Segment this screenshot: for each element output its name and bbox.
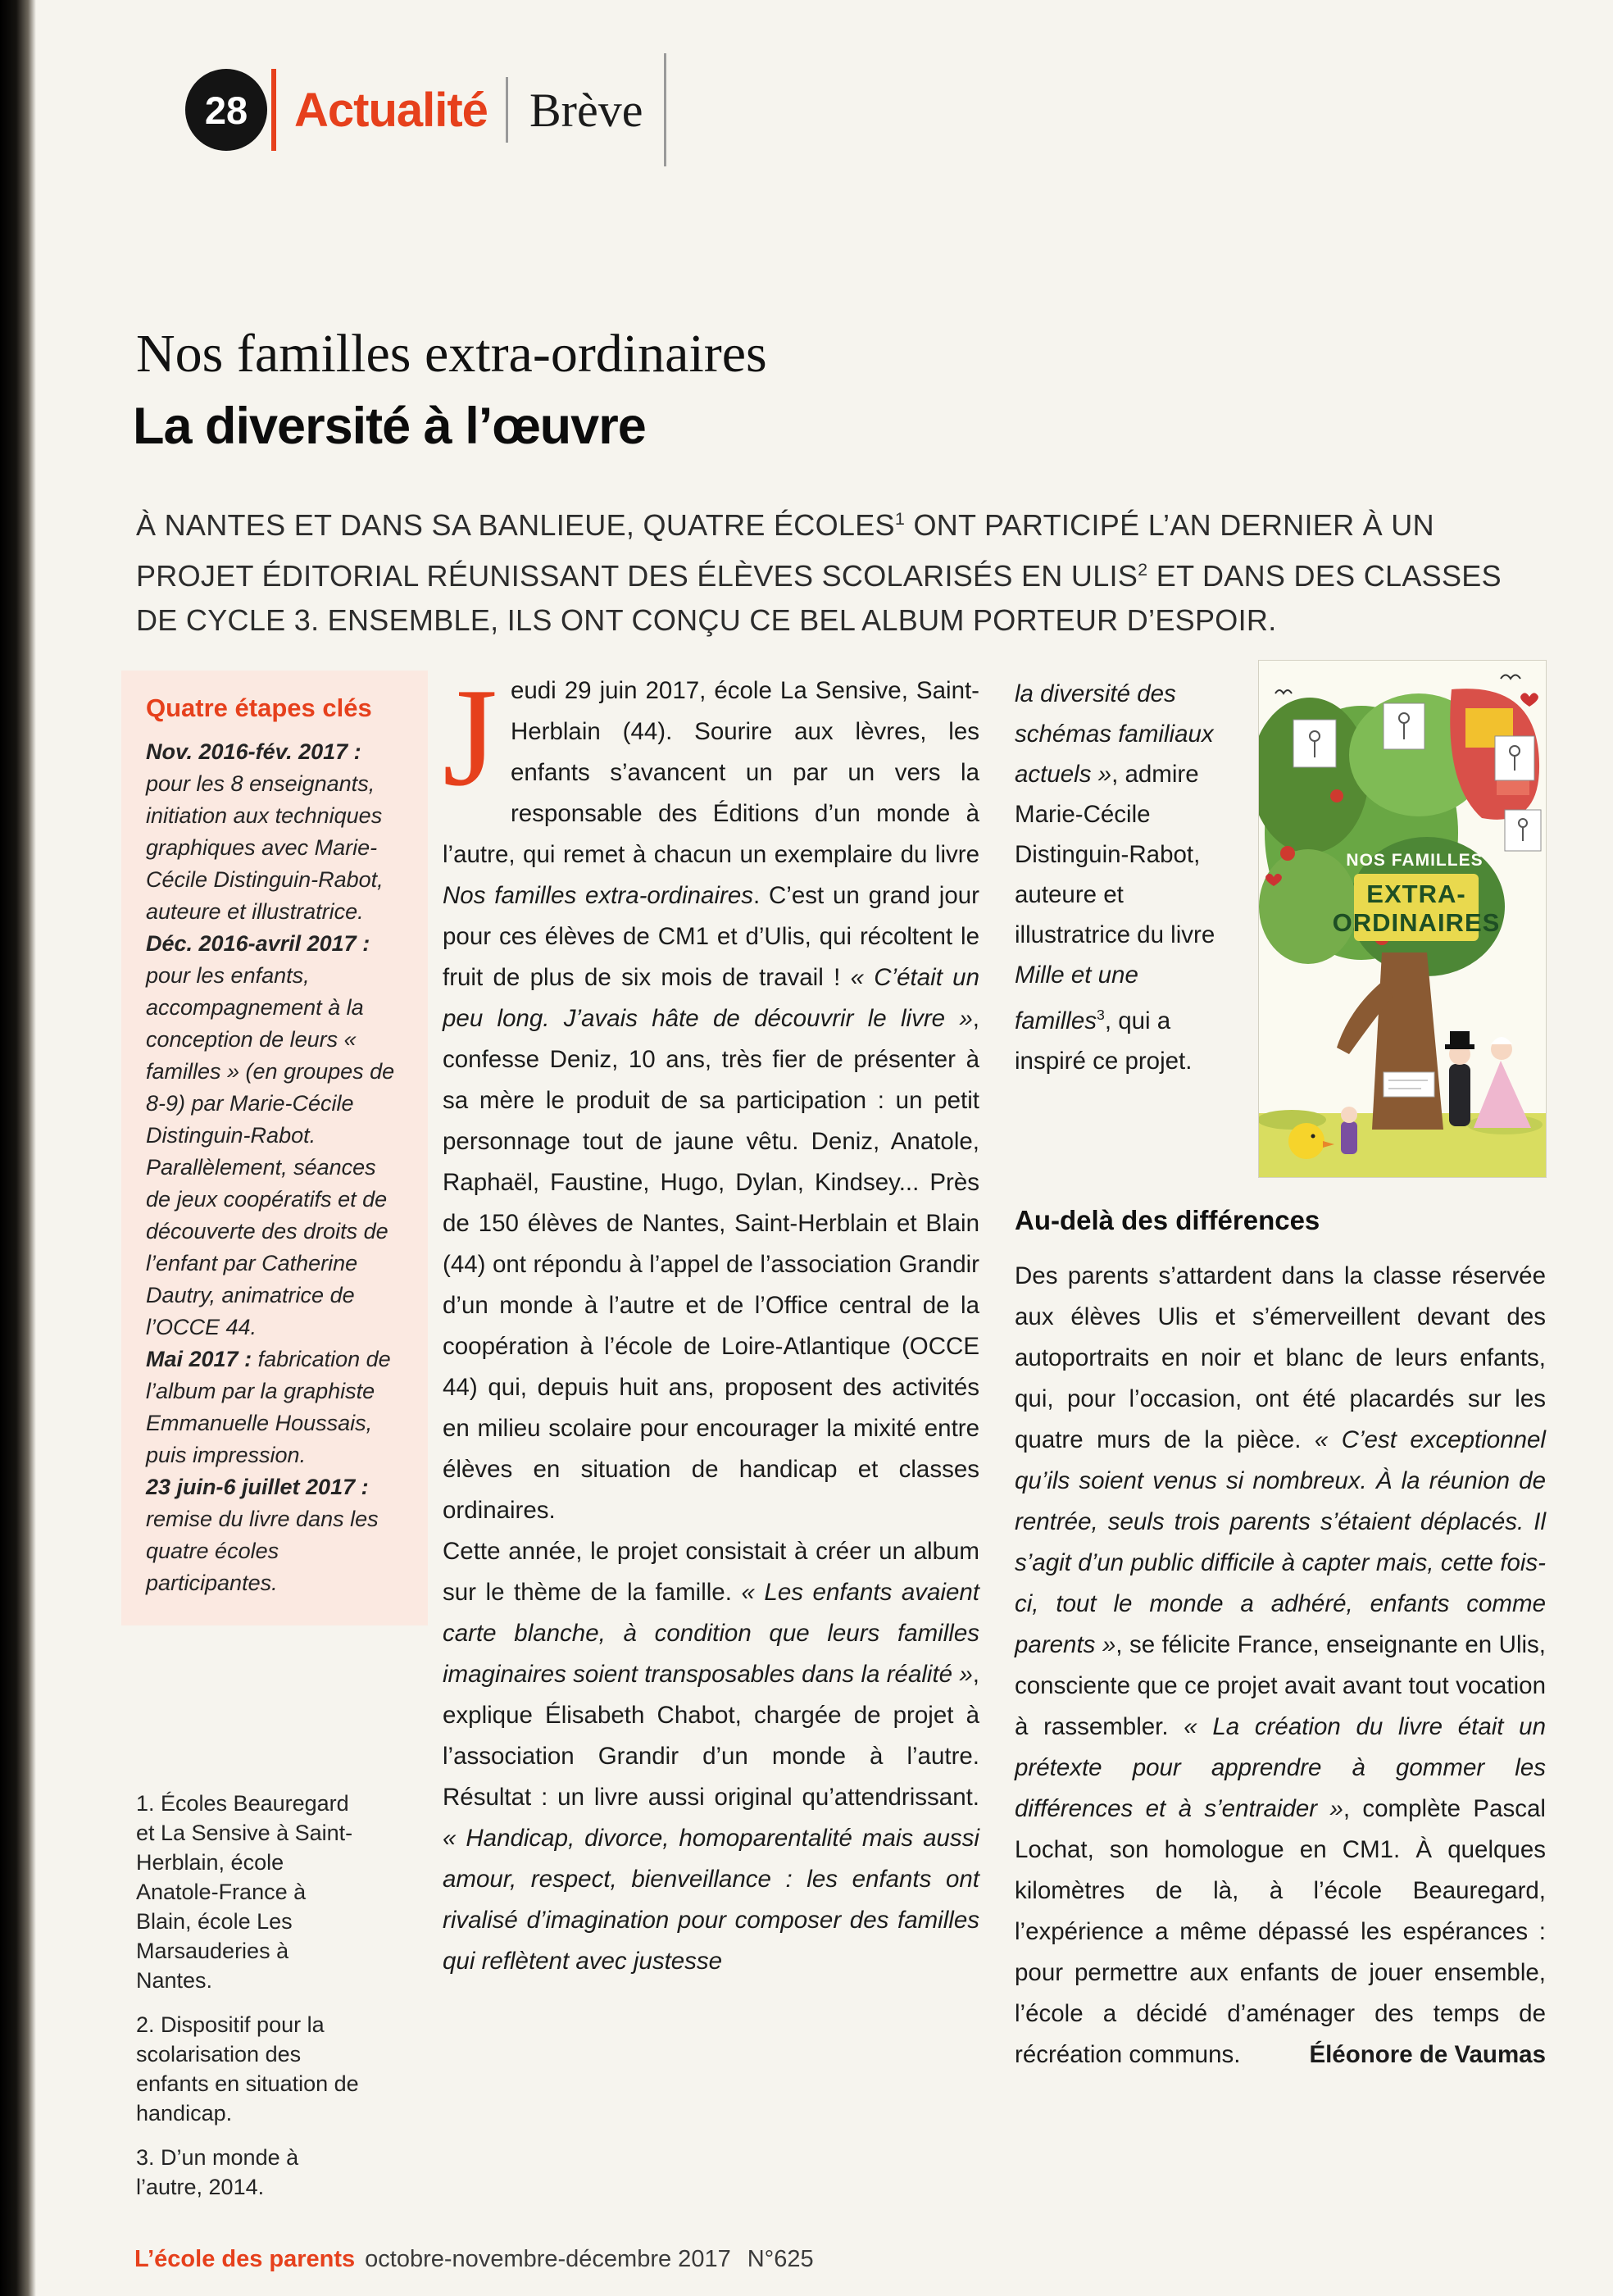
sidebar-box [121,671,428,1625]
sidebar-step-2: Déc. 2016-avril 2017 : pour les enfants, accompagnement à la conception de leurs « familles » (en groupes de 8-9) par Marie-Cécile Distinguin-Rabot. Parallèlement, séances de jeux coopératifs et de découverte des droits de l’enfant par Catherine Dautry, animatrice de l’OCCE 44. [146,931,395,1339]
article-standfirst: À NANTES ET DANS SA BANLIEUE, QUATRE ÉCOLES$^1$ ONT PARTICIPÉ L’AN DERNIER À UN PROJET ÉDITORIAL RÉUNISSANT DES ÉLÈVES SCOLARISÉS EN ULIS$^2$ ET DANS DES CLASSES DE CYCLE 3. ENSEMBLE, ILS ONT CONÇU CE BEL ALBUM PORTEUR D’ESPOIR. [136,508,1502,637]
article-column-main [443,660,979,1982]
child-figure [1341,1107,1357,1154]
issue-number: N°625 [747,2246,814,2272]
article-column-right-body: Des parents s’attardent dans la classe réservée aux élèves Ulis et s’émerveillent devant des autoportraits en noir et blanc de leurs enfants, qui, pour l’occasion, ont été placardés sur les quatre murs de la pièce. « C’est exceptionnel qu’ils soient venus si nombreux. À la réunion de rentrée, seuls trois parents s’étaient déplacés. Il s’agit d’un public difficile à capter mais, cette fois-ci, tout le monde a adhéré, enfants comme parents », se félicite France, enseignante en Ulis, consciente que ce projet avait avant tout vocation à rassembler. « La création du livre était un prétexte pour apprendre à gommer les différences et à s’entraider », complète Pascal Lochat, son homologue en CM1. À quelques kilomètres de là, à l’école Beauregard, l’expérience a même dépassé les espérances : pour permettre aux enfants de jouer ensemble, l’école a décidé d’aménager des temps de récréation communs. Éléonore de Vaumas [1015,1262,1547,2068]
subsection-label: Brève [529,83,643,137]
article-subheading: Au-delà des différences [1015,1205,1320,1235]
page-number: 28 [204,88,248,132]
header-divider-2 [664,53,666,166]
article-column-right-top: la diversité des schémas familiaux actuels », admire Marie-Cécile Distinguin-Rabot, auteure et illustratrice du livre Mille et une familles$^3$, qui a inspiré ce projet. [1015,680,1215,1075]
page-header [185,67,666,152]
book-cover-title-line3: ORDINAIRES [1332,908,1501,937]
book-cover-title-line1: NOS FAMILLES [1346,851,1484,870]
section-label: Actualité [294,83,488,137]
article-paragraph-2: Cette année, le projet consistait à créer un album sur le thème de la famille. « Les enfants avaient carte blanche, à condition que leurs familles imaginaires soient transposables dans la réalité », explique Élisabeth Chabot, chargée de projet à l’association Grandir d’un monde à l’autre. Résultat : un livre aussi original qu’attendrissant. « Handicap, divorce, homoparentalité mais aussi amour, respect, bienveillance : les enfants ont rivalisé d’imagination pour composer des familles qui reflètent avec justesse [443,1538,979,1975]
book-cover-illustration [1259,661,1546,1177]
footnotes [136,1789,367,2216]
article-kicker: Nos familles extra-ordinaires [136,324,767,384]
header-divider-1 [506,77,508,143]
sidebar-step-1: Nov. 2016-fév. 2017 : pour les 8 enseignants, initiation aux techniques graphiques avec Marie-Cécile Distinguin-Rabot, auteure et illustratrice. [146,739,384,924]
page-footer [134,2246,814,2273]
footnote-3: 3. D’un monde à l’autre, 2014. [136,2145,299,2199]
book-cover-title-line2: EXTRA- [1366,880,1466,908]
footnote-2: 2. Dispositif pour la scolarisation des enfants en situation de handicap. [136,2012,359,2126]
magazine-name: L’école des parents [134,2246,356,2272]
article-paragraph-1 [443,660,979,1531]
issue-date: octobre-novembre-décembre 2017 [365,2246,731,2272]
sidebar-step-4: 23 juin-6 juillet 2017 : remise du livre dans les quatre écoles participantes. [146,1475,379,1595]
header-red-divider [271,69,276,151]
sidebar-step-3: Mai 2017 : fabrication de l’album par la graphiste Emmanuelle Houssais, puis impression. [146,1347,391,1467]
paragraph-1-text: eudi 29 juin 2017, école La Sensive, Saint-Herblain (44). Sourire aux lèvres, les enfants s’avancent un par un vers la responsable des Éditions d’un monde à l’autre, qui remet à chacun un exemplaire du livre Nos familles extra-ordinaires. C’est un grand jour pour ces élèves de CM1 et d’Ulis, qui récoltent le fruit de plus de six mois de travail ! « C’était un peu long. J’avais hâte de découvrir le livre », confesse Deniz, 10 ans, très fier de présenter à sa mère le produit de sa participation : un petit personnage tout de jaune vêtu. Deniz, Anatole, Raphaël, Faustine, Hugo, Dylan, Kindsey... Près de 150 élèves de Nantes, Saint-Herblain et Blain (44) ont répondu à l’appel de l’association Grandir d’un monde à l’autre et de l’Office central de la coopération à l’école de Loire-Atlantique (OCCE 44) qui, depuis huit ans, proposent des activités en milieu scolaire pour encourager la mixité entre élèves en situation de handicap et classes ordinaires. [443,677,979,1524]
page-number-badge [185,69,267,151]
article-title: La diversité à l’œuvre [133,398,646,455]
book-cover [1259,661,1546,1177]
page-binding-edge [0,0,36,2296]
footnote-1: 1. Écoles Beauregard et La Sensive à Saint-Herblain, école Anatole-France à Blain, école Les Marsauderies à Nantes. [136,1791,353,1993]
groom-figure [1445,1031,1474,1126]
sidebar-title: Quatre étapes clés [146,693,372,722]
drop-cap: J [443,660,498,816]
